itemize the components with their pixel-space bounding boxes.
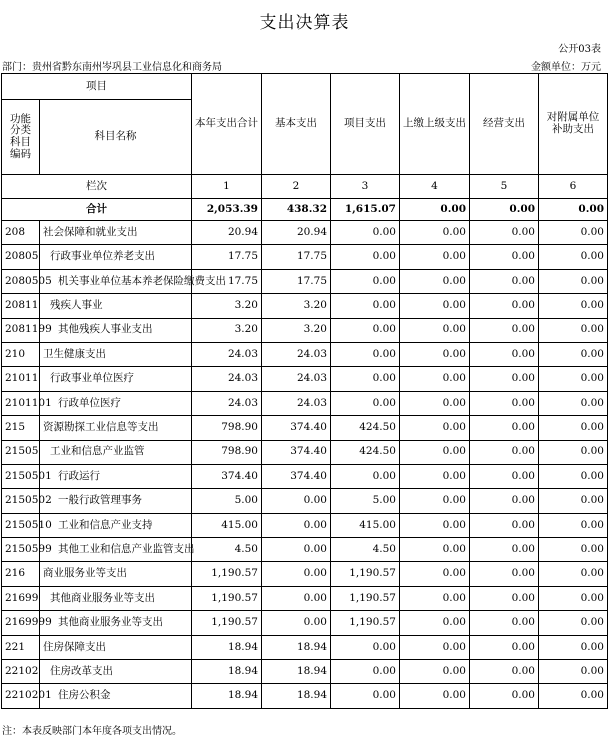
row-value: 415.00 <box>331 513 400 537</box>
row-value: 0.00 <box>331 684 400 708</box>
row-code: 215 <box>2 416 40 440</box>
row-code: 21505 <box>2 440 40 464</box>
row-value: 1,190.57 <box>192 611 262 635</box>
row-name: 工业和信息产业支持 <box>40 513 192 537</box>
header-col6: 对附属单位补助支出 <box>539 74 608 175</box>
row-value: 3.20 <box>262 318 331 342</box>
header-col1: 本年支出合计 <box>192 74 262 175</box>
row-value: 0.00 <box>400 367 470 391</box>
total-value: 2,053.39 <box>192 199 262 221</box>
header-n5: 5 <box>470 175 539 199</box>
row-value: 374.40 <box>262 416 331 440</box>
table-row <box>2 513 608 537</box>
row-code: 2150510 <box>2 513 40 537</box>
row-value: 18.94 <box>262 635 331 659</box>
row-value: 0.00 <box>470 367 539 391</box>
table-row <box>2 221 608 245</box>
row-value: 0.00 <box>539 635 608 659</box>
row-value: 0.00 <box>470 635 539 659</box>
row-value: 0.00 <box>539 660 608 684</box>
row-value: 374.40 <box>262 440 331 464</box>
row-code: 2080505 <box>2 269 40 293</box>
row-value: 0.00 <box>470 221 539 245</box>
row-value: 0.00 <box>331 221 400 245</box>
header-item-name: 科目名称 <box>40 100 192 175</box>
row-value: 0.00 <box>470 294 539 318</box>
row-value: 0.00 <box>262 513 331 537</box>
row-value: 0.00 <box>400 294 470 318</box>
row-value: 0.00 <box>470 342 539 366</box>
row-code: 2210201 <box>2 684 40 708</box>
row-value: 374.40 <box>192 464 262 488</box>
row-value: 1,190.57 <box>331 611 400 635</box>
row-value: 18.94 <box>262 660 331 684</box>
row-value: 0.00 <box>331 245 400 269</box>
department-label: 部门：贵州省黔东南州岑巩县工业信息化和商务局 <box>2 62 222 73</box>
row-value: 0.00 <box>470 538 539 562</box>
row-name: 机关事业单位基本养老保险缴费支出 <box>40 269 192 293</box>
row-value: 0.00 <box>400 245 470 269</box>
row-name: 社会保障和就业支出 <box>40 221 192 245</box>
row-value: 798.90 <box>192 440 262 464</box>
row-value: 18.94 <box>192 660 262 684</box>
row-value: 0.00 <box>539 464 608 488</box>
row-name: 资源勘探工业信息等支出 <box>40 416 192 440</box>
row-value: 0.00 <box>331 342 400 366</box>
row-value: 3.20 <box>192 318 262 342</box>
table-row <box>2 562 608 586</box>
table-row <box>2 440 608 464</box>
row-name: 住房改革支出 <box>40 660 192 684</box>
row-value: 0.00 <box>539 391 608 415</box>
row-value: 0.00 <box>400 342 470 366</box>
row-code: 2081199 <box>2 318 40 342</box>
row-value: 24.03 <box>262 342 331 366</box>
table-row <box>2 269 608 293</box>
row-code: 21011 <box>2 367 40 391</box>
row-code: 2101101 <box>2 391 40 415</box>
row-value: 0.00 <box>400 464 470 488</box>
row-value: 0.00 <box>331 367 400 391</box>
row-value: 0.00 <box>262 538 331 562</box>
form-number: 公开03表 <box>558 44 601 55</box>
row-value: 0.00 <box>400 660 470 684</box>
row-value: 0.00 <box>400 562 470 586</box>
row-value: 0.00 <box>470 391 539 415</box>
row-name: 行政事业单位养老支出 <box>40 245 192 269</box>
row-value: 17.75 <box>192 269 262 293</box>
header-n4: 4 <box>400 175 470 199</box>
row-value: 424.50 <box>331 440 400 464</box>
row-value: 0.00 <box>470 562 539 586</box>
row-value: 0.00 <box>470 416 539 440</box>
row-value: 0.00 <box>539 416 608 440</box>
row-value: 0.00 <box>262 562 331 586</box>
row-name: 卫生健康支出 <box>40 342 192 366</box>
row-code: 20811 <box>2 294 40 318</box>
row-value: 17.75 <box>262 269 331 293</box>
total-value: 438.32 <box>262 199 331 221</box>
row-value: 0.00 <box>400 513 470 537</box>
row-code: 21699 <box>2 586 40 610</box>
row-value: 24.03 <box>192 367 262 391</box>
row-value: 0.00 <box>539 586 608 610</box>
row-value: 0.00 <box>400 269 470 293</box>
row-value: 1,190.57 <box>192 586 262 610</box>
row-value: 0.00 <box>400 635 470 659</box>
row-value: 0.00 <box>400 611 470 635</box>
table-row <box>2 367 608 391</box>
total-value: 0.00 <box>539 199 608 221</box>
table-row <box>2 294 608 318</box>
table-row <box>2 464 608 488</box>
row-value: 0.00 <box>470 464 539 488</box>
row-value: 0.00 <box>331 294 400 318</box>
unit-label: 金额单位：万元 <box>531 62 601 73</box>
header-func-code: 功能分类科目编码 <box>2 100 40 175</box>
row-name: 行政运行 <box>40 464 192 488</box>
row-value: 3.20 <box>192 294 262 318</box>
row-value: 20.94 <box>262 221 331 245</box>
row-value: 374.40 <box>262 464 331 488</box>
row-value: 0.00 <box>539 489 608 513</box>
table-row <box>2 684 608 708</box>
table-row <box>2 611 608 635</box>
row-code: 2150501 <box>2 464 40 488</box>
row-value: 0.00 <box>331 660 400 684</box>
row-value: 18.94 <box>262 684 331 708</box>
row-value: 0.00 <box>539 245 608 269</box>
footnote: 注：本表反映部门本年度各项支出情况。 <box>2 726 182 737</box>
row-value: 798.90 <box>192 416 262 440</box>
table-row <box>2 489 608 513</box>
header-n6: 6 <box>539 175 608 199</box>
row-value: 0.00 <box>470 440 539 464</box>
header-n1: 1 <box>192 175 262 199</box>
total-value: 1,615.07 <box>331 199 400 221</box>
row-value: 0.00 <box>400 586 470 610</box>
row-value: 3.20 <box>262 294 331 318</box>
table-row <box>2 635 608 659</box>
row-code: 208 <box>2 221 40 245</box>
row-value: 0.00 <box>539 367 608 391</box>
row-value: 0.00 <box>539 611 608 635</box>
row-code: 2169999 <box>2 611 40 635</box>
row-value: 0.00 <box>470 245 539 269</box>
header-project: 项目 <box>2 74 192 100</box>
table-row <box>2 342 608 366</box>
row-value: 0.00 <box>331 318 400 342</box>
row-value: 24.03 <box>262 391 331 415</box>
page-title: 支出决算表 <box>259 13 350 33</box>
row-name: 残疾人事业 <box>40 294 192 318</box>
row-value: 0.00 <box>400 538 470 562</box>
row-value: 0.00 <box>262 611 331 635</box>
row-value: 24.03 <box>192 342 262 366</box>
row-value: 24.03 <box>262 367 331 391</box>
row-value: 0.00 <box>331 269 400 293</box>
table-row <box>2 538 608 562</box>
row-value: 0.00 <box>539 684 608 708</box>
header-col2: 基本支出 <box>262 74 331 175</box>
row-name: 其他商业服务业等支出 <box>40 611 192 635</box>
row-code: 221 <box>2 635 40 659</box>
row-value: 0.00 <box>331 464 400 488</box>
row-value: 4.50 <box>192 538 262 562</box>
row-code: 2150502 <box>2 489 40 513</box>
header-row-label: 栏次 <box>2 175 192 199</box>
row-name: 其他工业和信息产业监管支出 <box>40 538 192 562</box>
row-value: 0.00 <box>262 489 331 513</box>
row-code: 210 <box>2 342 40 366</box>
row-value: 1,190.57 <box>192 562 262 586</box>
row-value: 18.94 <box>192 635 262 659</box>
row-value: 5.00 <box>192 489 262 513</box>
row-value: 17.75 <box>262 245 331 269</box>
row-value: 0.00 <box>400 684 470 708</box>
row-value: 24.03 <box>192 391 262 415</box>
row-value: 0.00 <box>470 318 539 342</box>
row-value: 0.00 <box>470 489 539 513</box>
row-value: 0.00 <box>539 538 608 562</box>
row-code: 20805 <box>2 245 40 269</box>
row-value: 0.00 <box>539 318 608 342</box>
table-row <box>2 391 608 415</box>
total-label: 合计 <box>2 199 192 221</box>
row-value: 0.00 <box>470 269 539 293</box>
row-value: 20.94 <box>192 221 262 245</box>
row-value: 0.00 <box>470 611 539 635</box>
row-value: 0.00 <box>470 586 539 610</box>
header-col4: 上缴上级支出 <box>400 74 470 175</box>
row-value: 0.00 <box>539 513 608 537</box>
row-value: 0.00 <box>539 342 608 366</box>
row-name: 工业和信息产业监管 <box>40 440 192 464</box>
row-name: 一般行政管理事务 <box>40 489 192 513</box>
total-value: 0.00 <box>470 199 539 221</box>
row-value: 0.00 <box>470 660 539 684</box>
row-value: 0.00 <box>400 391 470 415</box>
row-value: 0.00 <box>539 294 608 318</box>
row-value: 0.00 <box>470 684 539 708</box>
header-col3: 项目支出 <box>331 74 400 175</box>
row-name: 其他残疾人事业支出 <box>40 318 192 342</box>
row-value: 18.94 <box>192 684 262 708</box>
row-value: 1,190.57 <box>331 586 400 610</box>
row-value: 0.00 <box>400 416 470 440</box>
row-code: 2150599 <box>2 538 40 562</box>
table-row <box>2 245 608 269</box>
table-row <box>2 586 608 610</box>
header-n2: 2 <box>262 175 331 199</box>
header-n3: 3 <box>331 175 400 199</box>
row-value: 0.00 <box>400 489 470 513</box>
row-value: 5.00 <box>331 489 400 513</box>
row-value: 0.00 <box>539 269 608 293</box>
row-value: 415.00 <box>192 513 262 537</box>
table-row <box>2 318 608 342</box>
row-value: 0.00 <box>400 221 470 245</box>
row-value: 0.00 <box>331 391 400 415</box>
table-row <box>2 660 608 684</box>
row-name: 行政事业单位医疗 <box>40 367 192 391</box>
row-value: 0.00 <box>539 562 608 586</box>
row-name: 商业服务业等支出 <box>40 562 192 586</box>
table-row <box>2 416 608 440</box>
row-value: 0.00 <box>262 586 331 610</box>
row-name: 行政单位医疗 <box>40 391 192 415</box>
expenditure-table <box>1 73 608 709</box>
row-name: 其他商业服务业等支出 <box>40 586 192 610</box>
row-name: 住房公积金 <box>40 684 192 708</box>
row-name: 住房保障支出 <box>40 635 192 659</box>
total-value: 0.00 <box>400 199 470 221</box>
row-value: 0.00 <box>400 318 470 342</box>
header-col5: 经营支出 <box>470 74 539 175</box>
row-value: 4.50 <box>331 538 400 562</box>
row-value: 424.50 <box>331 416 400 440</box>
total-row <box>2 199 608 221</box>
row-code: 216 <box>2 562 40 586</box>
row-value: 1,190.57 <box>331 562 400 586</box>
row-code: 22102 <box>2 660 40 684</box>
row-value: 0.00 <box>470 513 539 537</box>
row-value: 0.00 <box>539 221 608 245</box>
row-value: 0.00 <box>331 635 400 659</box>
row-value: 0.00 <box>539 440 608 464</box>
row-value: 17.75 <box>192 245 262 269</box>
row-value: 0.00 <box>400 440 470 464</box>
